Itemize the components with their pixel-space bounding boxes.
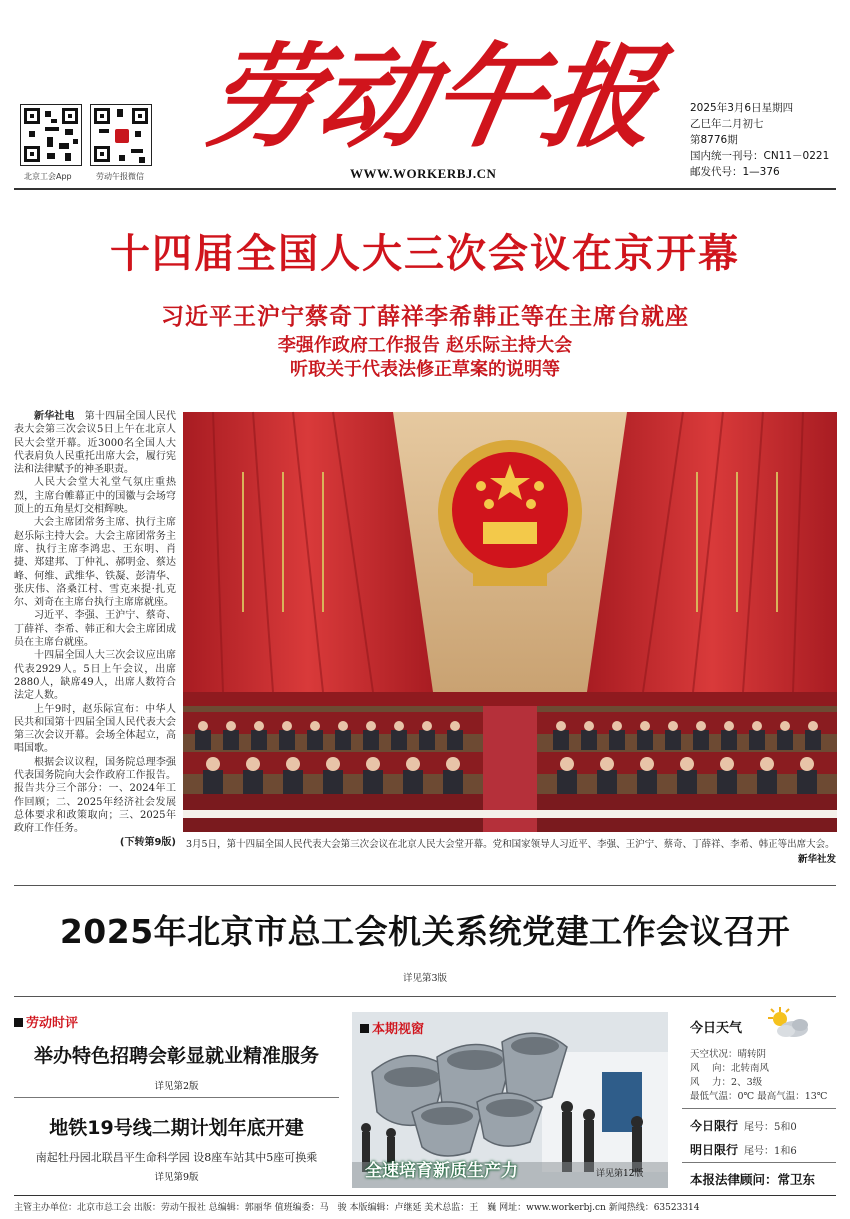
lead-paragraph-7: 根据会议议程，国务院总理李强代表国务院向大会作政府工作报告。报告共分三个部分：一、2024年工作回顾；二、2025年经济社会发展总体要求和政策取向；三、2025年政府工作任务。 [14, 756, 176, 835]
qr-app-caption: 北京工会App [24, 172, 72, 181]
footer-divider [14, 1195, 836, 1196]
lead-paragraph-3: 大会主席团常务主席、执行主席赵乐际主持大会。大会主席团常务主席、执行主席李鸿忠、王东明、肖捷、郑建邦、丁仲礼、郝明金、蔡达峰、何维、武维华、铁凝、彭清华、张庆伟、洛桑江村、雪克来提·扎克尔、刘奇在主席台执行主席席就座。 [14, 517, 176, 609]
feature-title[interactable]: 全速培育新质生产力 [365, 1161, 518, 1181]
issue-lunar-date: 乙巳年二月初七 [690, 118, 764, 130]
issue-date: 2025年3月6日星期四 [690, 102, 794, 114]
issue-info [690, 100, 829, 180]
lead-article [14, 410, 176, 870]
sub-headline-3: 听取关于代表法修正草案的说明等 [290, 359, 560, 380]
traffic-limit-today: 今日限行 尾号：5和0 [690, 1119, 797, 1133]
feature-tag: 本期视窗 [360, 1018, 424, 1037]
commentary-tag: 劳动时评 [14, 1012, 78, 1031]
weather-wind-direction: 风 向：北转南风 [690, 1063, 770, 1074]
footer-credits: 主管主办单位：北京市总工会 出版：劳动午报社 总编辑：郭丽华 值班编委：马 骏 本版编辑：卢继延 美术总监：王 巍 网址：www.workerbj.cn 新闻热线：63523314 [14, 1203, 700, 1213]
lead-paragraph-1: 新华社电 第十四届全国人民代表大会第三次会议5日上午在北京人民大会堂开幕。近3000名全国人大代表肩负人民重托出席大会，履行宪法和法律赋予的神圣职责。 [14, 411, 177, 476]
section-divider-lower [14, 996, 836, 997]
sub-headline-1: 习近平王沪宁蔡奇丁薛祥李希韩正等在主席台就座 [161, 304, 689, 330]
square-bullet-icon [360, 1024, 369, 1033]
brief-headline-1[interactable]: 举办特色招聘会彰显就业精准服务 [33, 1045, 319, 1067]
second-page-ref[interactable]: 详见第3版 [402, 973, 448, 984]
traffic-limit-tomorrow: 明日限行 尾号：1和6 [690, 1143, 797, 1157]
brief-page-ref-2[interactable]: 详见第9版 [154, 1172, 199, 1183]
brief-subheadline-2: 南起牡丹园北联昌平生命科学园 设8座车站其中5座可换乘 [35, 1151, 318, 1164]
weather-temperature: 最低气温：0℃ 最高气温：13℃ [690, 1091, 828, 1102]
second-headline[interactable]: 2025年北京市总工会机关系统党建工作会议召开 [59, 912, 791, 951]
feature-page-ref[interactable]: 详见第12版 [596, 1169, 644, 1179]
news-source: 新华社电 [34, 411, 75, 422]
masthead-logo [196, 18, 668, 168]
issue-number: 第8776期 [690, 134, 738, 146]
qr-code-app[interactable] [20, 104, 82, 166]
brief-divider [14, 1097, 339, 1098]
weather-sky: 天空状况：晴转阴 [690, 1049, 767, 1060]
site-url[interactable]: WWW.WORKERBJ.CN [350, 166, 497, 181]
limit-divider [682, 1162, 836, 1163]
weather-divider [682, 1108, 836, 1109]
weather-wind-force: 风 力：2、3级 [690, 1077, 763, 1088]
brief-page-ref-1[interactable]: 详见第2版 [154, 1081, 199, 1092]
photo-caption: 3月5日，第十四届全国人民代表大会第三次会议在北京人民大会堂开幕。党和国家领导人习近平、李强、王沪宁、蔡奇、丁薛祥、李希、韩正等出席大会。 [186, 839, 835, 850]
issue-postal-code: 邮发代号：1—376 [690, 166, 780, 178]
section-divider [14, 885, 836, 886]
brief-headline-2[interactable]: 地铁19号线二期计划年底开建 [49, 1117, 304, 1139]
qr-code-wechat[interactable] [90, 104, 152, 166]
photo-credit: 新华社发 [797, 854, 836, 865]
legal-counsel: 本报法律顾问：常卫东 [690, 1172, 816, 1187]
lead-paragraph-2: 人民大会堂大礼堂气氛庄重热烈，主席台帷幕正中的国徽与会场穹顶上的五角星灯交相辉映。 [14, 477, 176, 516]
main-photo[interactable] [183, 412, 837, 832]
wechat-logo-icon [115, 129, 129, 143]
main-headline[interactable]: 十四届全国人大三次会议在京开幕 [110, 231, 740, 277]
masthead [0, 0, 850, 190]
partly-cloudy-icon [764, 1005, 814, 1039]
lead-paragraph-4: 习近平、李强、王沪宁、蔡奇、丁薛祥、李希、韩正和大会主席团成员在主席台就座。 [14, 610, 176, 649]
square-bullet-icon [14, 1018, 23, 1027]
sub-headline-2: 李强作政府工作报告 赵乐际主持大会 [277, 335, 573, 356]
qr-wechat-caption: 劳动午报微信 [96, 172, 144, 181]
lead-paragraph-5: 十四届全国人大三次会议应出席代表2929人。5日上午会议，出席2880人，缺席49人，出席人数符合法定人数。 [14, 650, 176, 702]
weather-title: 今日天气 [690, 1021, 743, 1036]
lead-paragraph-6: 上午9时，赵乐际宣布：中华人民共和国第十四届全国人民代表大会第三次会议开幕。会场全体起立，高唱国歌。 [14, 703, 176, 755]
masthead-divider [14, 188, 836, 190]
continued-link[interactable]: (下转第9版) [119, 836, 176, 848]
logo-text: 劳动午报 [196, 30, 668, 163]
weather-details [690, 1048, 827, 1104]
issue-cn-number: 国内统一刊号：CN11－0221 [690, 150, 830, 162]
